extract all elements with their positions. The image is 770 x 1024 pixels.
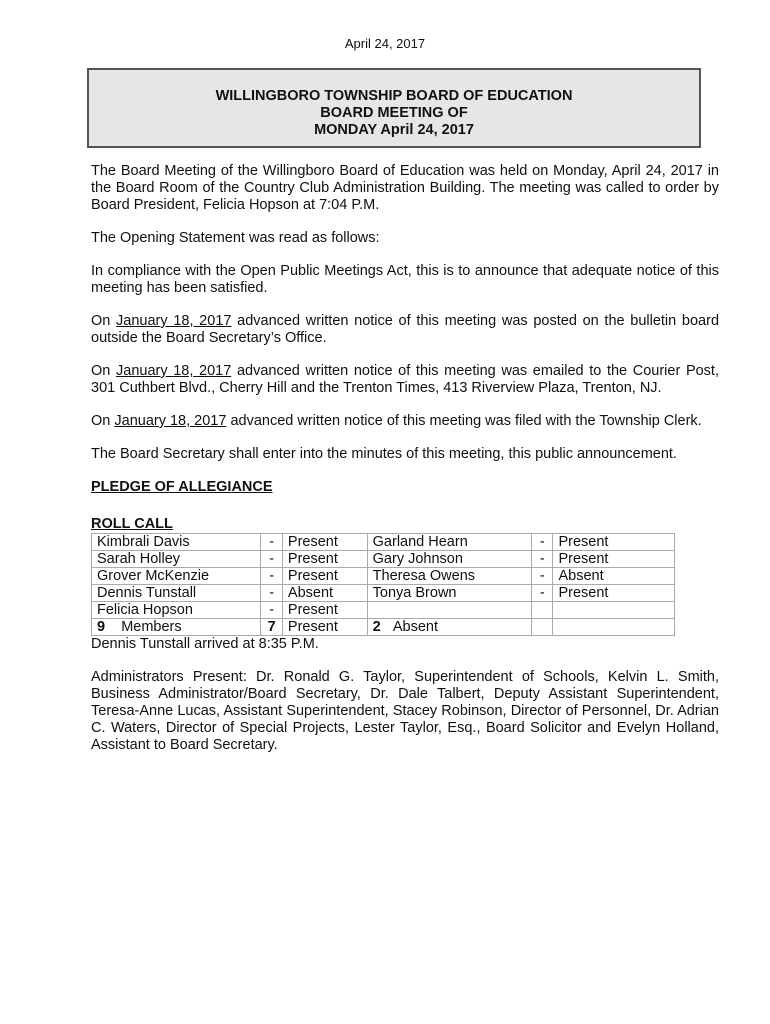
separator: - [532,551,553,568]
empty-cell [532,619,553,636]
absent-label: Absent [392,619,438,635]
member-name: Sarah Holley [92,551,261,568]
member-status: Present [553,534,675,551]
table-row [92,534,675,551]
separator: - [532,534,553,551]
separator [532,602,553,619]
present-label: Present [282,619,367,636]
totals-row [92,619,675,636]
member-status: Absent [553,568,675,585]
table-row [92,602,675,619]
notice-paragraph-1 [91,313,719,347]
separator: - [261,585,282,602]
notice-date: January 18, 2017 [114,413,227,429]
title-line-3: MONDAY April 24, 2017 [314,122,474,138]
notice-text: advanced written notice of this meeting was posted on the bulletin board outside the Board Secretary’s Office. [91,313,720,346]
opening-statement: The Opening Statement was read as follows: [91,230,380,246]
member-status [553,602,675,619]
title-box [87,68,701,148]
member-name: Grover McKenzie [92,568,261,585]
member-status: Present [282,534,367,551]
member-name: Dennis Tunstall [92,585,261,602]
member-status: Absent [282,585,367,602]
roll-call-heading: ROLL CALL [91,516,173,532]
secretary-note: The Board Secretary shall enter into the minutes of this meeting, this public announcement. [91,446,677,462]
separator: - [261,602,282,619]
intro-paragraph: The Board Meeting of the Willingboro Board of Education was held on Monday, April 24, 2017 in the Board Room of the Country Club Administration Building. The meeting was called to order by Board President, Felicia Hopson at 7:04 P.M. [91,163,719,213]
absent-total [367,619,531,636]
member-name: Theresa Owens [367,568,531,585]
notice-date: January 18, 2017 [116,363,232,379]
separator: - [532,568,553,585]
table-row [92,551,675,568]
notice-text: advanced written notice of this meeting was filed with the Township Clerk. [226,413,702,429]
roll-call-table [91,533,675,636]
member-name: Kimbrali Davis [92,534,261,551]
title-line-2: BOARD MEETING OF [320,105,468,121]
page-date: April 24, 2017 [344,36,426,51]
member-name [367,602,531,619]
notice-text: advanced written notice of this meeting was emailed to the Courier Post, 301 Cuthbert Blvd., Cherry Hill and the Trenton Times, 413 Riverview Plaza, Trenton, NJ. [91,363,719,396]
member-status: Present [282,602,367,619]
notice-prefix: On [91,413,115,429]
table-row [92,568,675,585]
notice-paragraph-2 [91,363,719,397]
table-row [92,585,675,602]
members-total [92,619,261,636]
compliance-paragraph: In compliance with the Open Public Meetings Act, this is to announce that adequate notice of this meeting has been satisfied. [91,263,719,296]
member-status: Present [553,585,675,602]
member-status: Present [282,568,367,585]
member-name: Garland Hearn [367,534,531,551]
members-count: 9 [97,619,106,635]
notice-prefix: On [91,313,117,329]
minutes-body [91,163,719,770]
present-count: 7 [261,619,282,636]
separator: - [261,551,282,568]
absent-count: 2 [372,619,381,635]
notice-date: January 18, 2017 [116,313,232,329]
administrators-paragraph: Administrators Present: Dr. Ronald G. Taylor, Superintendent of Schools, Kelvin L. Smith, Business Administrator/Board Secretary, Dr. Dale Talbert, Deputy Assistant Superintendent, Teresa-Anne Lucas, Assistant Superintendent, Stacey Robinson, Director of Personnel, Dr. Adrian C. Waters, Director of Special Projects, Lester Taylor, Esq., Board Solicitor and Evelyn Holland, Assistant to Board Secretary. [91,669,719,753]
separator: - [261,568,282,585]
member-status: Present [553,551,675,568]
notice-prefix: On [91,363,116,379]
pledge-heading: PLEDGE OF ALLEGIANCE [91,479,273,495]
separator: - [261,534,282,551]
members-label: Members [121,619,182,635]
notice-paragraph-3 [91,413,719,430]
empty-cell [553,619,675,636]
member-status: Present [282,551,367,568]
separator: - [532,585,553,602]
title-line-1: WILLINGBORO TOWNSHIP BOARD OF EDUCATION [215,88,573,104]
member-name: Gary Johnson [367,551,531,568]
arrival-note: Dennis Tunstall arrived at 8:35 P.M. [91,636,319,652]
member-name: Felicia Hopson [92,602,261,619]
member-name: Tonya Brown [367,585,531,602]
